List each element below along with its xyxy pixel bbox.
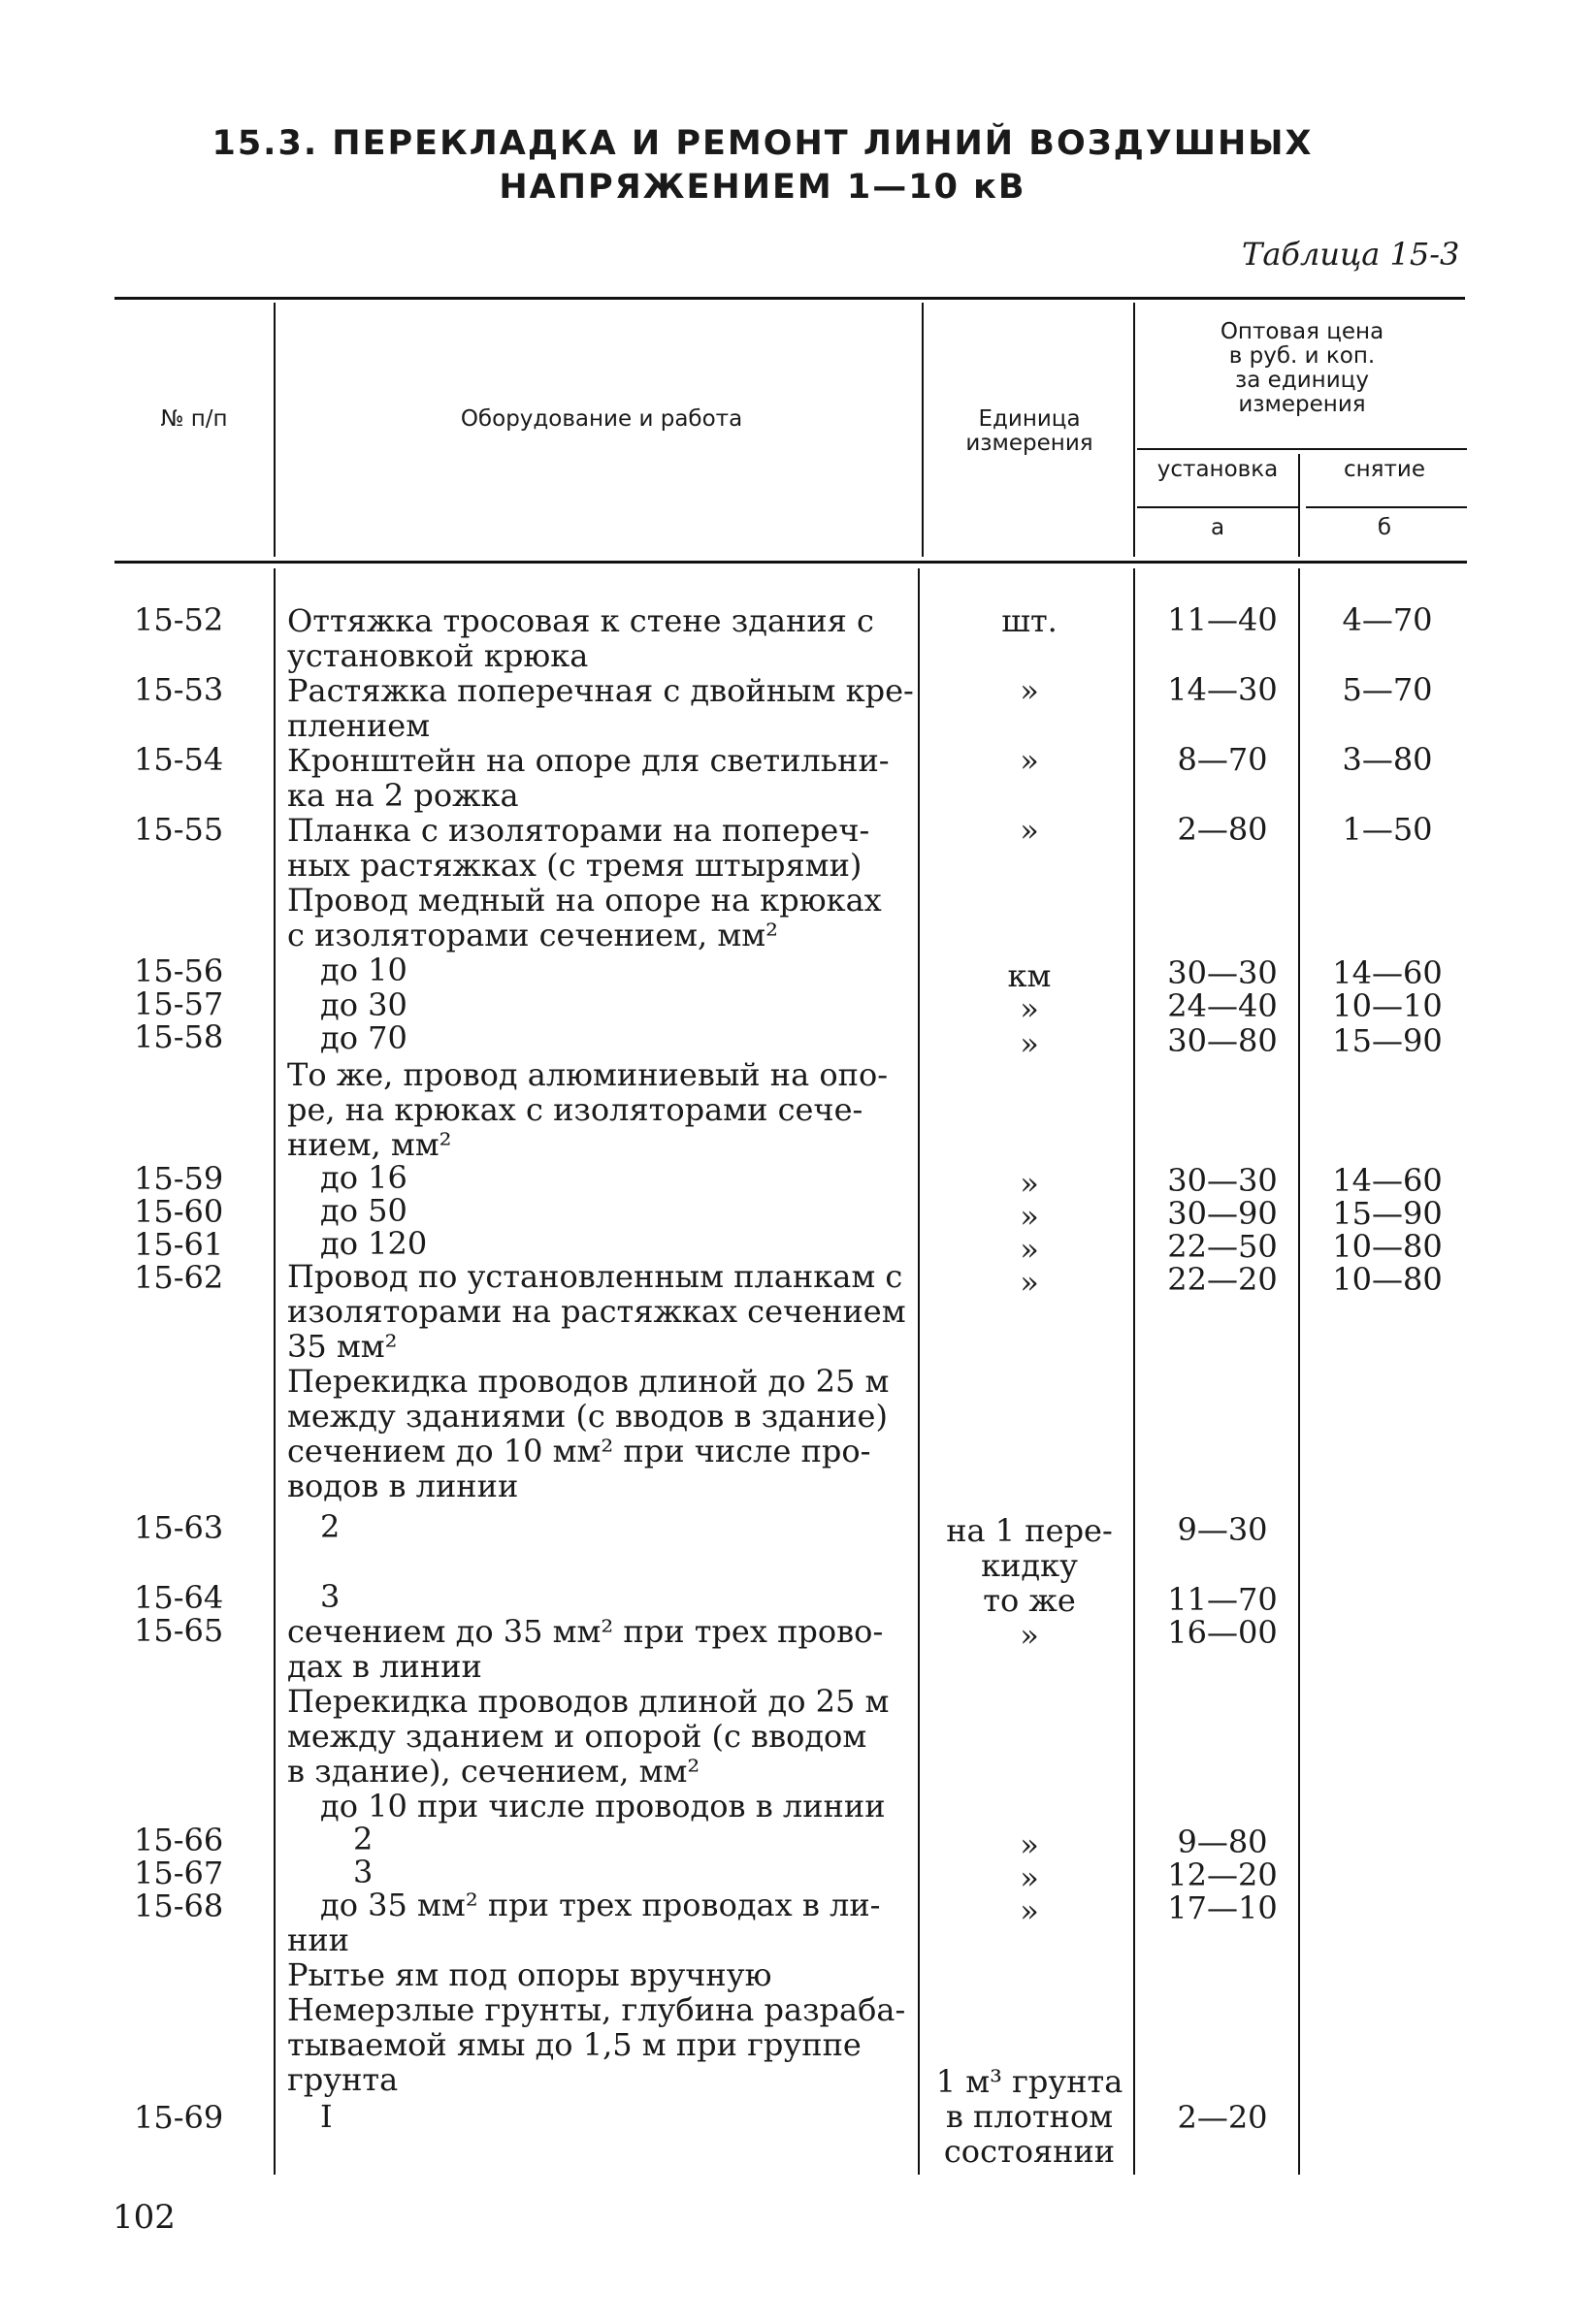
row-price-install: 17—10 [1167, 1889, 1278, 1926]
row-price-removal: 4—70 [1342, 601, 1433, 638]
row-work: сечением до 35 мм² при трех прово- [287, 1613, 884, 1650]
row-number: 15-58 [134, 1018, 224, 1055]
section-title-line2: НАПРЯЖЕНИЕМ 1—10 кВ [499, 168, 1026, 207]
top-rule [114, 297, 1465, 300]
header-unit-line1: Единица [978, 406, 1081, 432]
row-unit: км [1007, 957, 1052, 994]
row-work-cont: 35 мм² [287, 1328, 398, 1365]
row-work-cont: изоляторами на растяжках сечением [287, 1293, 906, 1330]
row-unit: » [1020, 1231, 1039, 1268]
row-work: I [320, 2098, 333, 2135]
section-title-line1: 15.3. ПЕРЕКЛАДКА И РЕМОНТ ЛИНИЙ ВОЗДУШНЫХ [212, 124, 1314, 163]
row-price-removal: 1—50 [1342, 811, 1433, 848]
price-sub-rule [1137, 448, 1467, 450]
row-unit: » [1020, 672, 1039, 709]
row-number: 15-66 [134, 1822, 224, 1858]
row-work-cont: нии [287, 1921, 349, 1958]
row-work: Растяжка поперечная с двойным кре- [287, 672, 914, 709]
row-work: до 10 [320, 952, 407, 988]
row-work: до 35 мм² при трех проводах в ли- [320, 1887, 881, 1923]
row-price-install: 2—80 [1177, 811, 1268, 848]
row-number: 15-60 [134, 1193, 224, 1230]
row-unit: » [1020, 1859, 1039, 1896]
row-unit: » [1020, 1826, 1039, 1863]
header-unit-line2: измерения [965, 431, 1093, 456]
row-price-install: 30—30 [1167, 1162, 1278, 1199]
vline-work-unit [922, 303, 924, 557]
group-heading-line: ре, на крюках с изоляторами сече- [287, 1091, 863, 1128]
row-work: до 120 [320, 1225, 428, 1262]
row-price-install: 22—20 [1167, 1261, 1278, 1298]
group-heading-line: с изоляторами сечением, мм² [287, 917, 778, 953]
header-price-line3: за единицу [1235, 368, 1369, 393]
row-number: 15-67 [134, 1855, 224, 1891]
ab-rule-a [1137, 506, 1298, 508]
row-unit: на 1 пере- [946, 1512, 1113, 1549]
row-price-removal: 3—80 [1342, 741, 1433, 778]
group-heading-line: между зданием и опорой (с вводом [287, 1718, 867, 1755]
row-work: 3 [353, 1854, 374, 1890]
row-price-install: 14—30 [1167, 671, 1278, 708]
row-work: до 50 [320, 1192, 407, 1229]
header-col-b: б [1377, 515, 1392, 540]
row-number: 15-53 [134, 671, 224, 708]
row-price-removal: 14—60 [1332, 1162, 1443, 1199]
group-heading-line: тываемой ямы до 1,5 м при группе [287, 2026, 862, 2063]
vline-unit-price-body [1133, 568, 1135, 2175]
group-heading-line: Перекидка проводов длиной до 25 м [287, 1683, 890, 1720]
row-unit: » [1020, 1198, 1039, 1235]
row-unit: » [1020, 1025, 1039, 1062]
header-col-a: а [1210, 515, 1225, 540]
row-price-install: 30—30 [1167, 954, 1278, 991]
header-price-line2: в руб. и коп. [1228, 343, 1376, 369]
row-number: 15-57 [134, 985, 224, 1022]
group-heading-line: Перекидка проводов длиной до 25 м [287, 1363, 890, 1400]
row-number: 15-61 [134, 1226, 224, 1263]
vline-a-b-head [1298, 454, 1300, 557]
vline-num-work [274, 303, 276, 557]
row-number: 15-59 [134, 1160, 224, 1197]
vline-a-b-body [1298, 568, 1300, 2175]
row-price-install: 24—40 [1167, 987, 1278, 1024]
row-unit: то же [983, 1582, 1076, 1619]
row-work: Планка с изоляторами на попереч- [287, 812, 870, 849]
row-work-cont: ка на 2 рожка [287, 777, 519, 814]
header-price-line4: измерения [1238, 392, 1366, 417]
row-price-removal: 15—90 [1332, 1022, 1443, 1059]
row-number: 15-68 [134, 1888, 224, 1924]
group-heading-line: Рытье ям под опоры вручную [287, 1956, 772, 1993]
row-unit: » [1020, 1165, 1039, 1202]
vline-work-unit-body [918, 568, 920, 2175]
row-price-install: 22—50 [1167, 1228, 1278, 1265]
row-price-install: 16—00 [1167, 1614, 1278, 1651]
row-unit: » [1020, 1892, 1039, 1929]
ab-rule-b [1306, 506, 1467, 508]
row-price-removal: 14—60 [1332, 954, 1443, 991]
group-heading-line: Немерзлые грунты, глубина разраба- [287, 1991, 906, 2028]
row-number: 15-65 [134, 1612, 224, 1649]
row-price-install: 8—70 [1177, 741, 1268, 778]
group-heading-line: между зданиями (с вводов в здание) [287, 1398, 888, 1435]
row-unit-cont: состоянии [943, 2133, 1116, 2170]
row-work-cont: установкой крюка [287, 637, 589, 674]
row-unit: » [1020, 1617, 1039, 1654]
row-work: 3 [320, 1578, 341, 1615]
header-removal: снятие [1343, 457, 1425, 482]
group-heading-line: сечением до 10 мм² при числе про- [287, 1433, 871, 1469]
row-work: Кронштейн на опоре для светильни- [287, 742, 890, 779]
group-heading-line: в здание), сечением, мм² [287, 1753, 700, 1790]
page-number: 102 [113, 2198, 176, 2237]
row-work-cont: плением [287, 707, 431, 744]
row-number: 15-69 [134, 2099, 224, 2136]
row-price-install: 12—20 [1167, 1856, 1278, 1893]
row-work: 2 [320, 1508, 341, 1545]
row-work-cont: дах в линии [287, 1648, 482, 1685]
row-work: 2 [353, 1821, 374, 1857]
header-bottom-rule [114, 561, 1467, 564]
row-number: 15-55 [134, 811, 224, 848]
vline-num-work-body [274, 568, 276, 2175]
row-work: до 30 [320, 986, 407, 1023]
vline-unit-price [1133, 303, 1135, 557]
header-install: установка [1156, 457, 1279, 482]
header-num: № п/п [160, 406, 228, 432]
row-price-install: 9—80 [1177, 1824, 1268, 1860]
row-price-removal: 5—70 [1342, 671, 1433, 708]
row-price-removal: 15—90 [1332, 1195, 1443, 1232]
group-heading-line: грунта [287, 2061, 399, 2098]
row-price-install: 11—40 [1167, 601, 1278, 638]
row-work: Оттяжка тросовая к стене здания с [287, 602, 874, 639]
row-price-install: 30—80 [1167, 1022, 1278, 1059]
row-number: 15-54 [134, 741, 224, 778]
row-number: 15-62 [134, 1259, 224, 1296]
table-caption: Таблица 15-3 [1242, 236, 1460, 273]
row-price-install: 11—70 [1167, 1581, 1278, 1618]
group-heading-line: То же, провод алюминиевый на опо- [287, 1056, 889, 1093]
group-heading-line: до 10 при числе проводов в линии [320, 1788, 886, 1824]
row-unit: шт. [1001, 602, 1058, 639]
row-price-removal: 10—80 [1332, 1228, 1443, 1265]
row-number: 15-52 [134, 601, 224, 638]
group-heading-line: нием, мм² [287, 1126, 452, 1163]
row-unit: » [1020, 742, 1039, 779]
row-work: до 70 [320, 1019, 407, 1056]
group-heading-line: водов в линии [287, 1468, 519, 1504]
row-work: до 16 [320, 1159, 407, 1196]
row-price-install: 2—20 [1177, 2099, 1268, 2136]
row-unit-cont: кидку [981, 1547, 1078, 1584]
row-unit-cont: в плотном [945, 2098, 1114, 2135]
header-price-line1: Оптовая цена [1220, 319, 1384, 344]
row-number: 15-64 [134, 1579, 224, 1616]
row-price-install: 30—90 [1167, 1195, 1278, 1232]
row-work: Провод по установленным планкам с [287, 1258, 903, 1295]
row-number: 15-63 [134, 1509, 224, 1546]
row-number: 15-56 [134, 952, 224, 989]
row-unit: 1 м³ грунта [935, 2063, 1123, 2100]
row-price-removal: 10—80 [1332, 1261, 1443, 1298]
row-unit: » [1020, 812, 1039, 849]
row-price-removal: 10—10 [1332, 987, 1443, 1024]
group-heading-line: Провод медный на опоре на крюках [287, 882, 882, 919]
row-work-cont: ных растяжках (с тремя штырями) [287, 847, 863, 884]
row-unit: » [1020, 990, 1039, 1027]
row-unit: » [1020, 1264, 1039, 1301]
row-price-install: 9—30 [1177, 1511, 1268, 1548]
header-work: Оборудование и работа [460, 406, 743, 432]
